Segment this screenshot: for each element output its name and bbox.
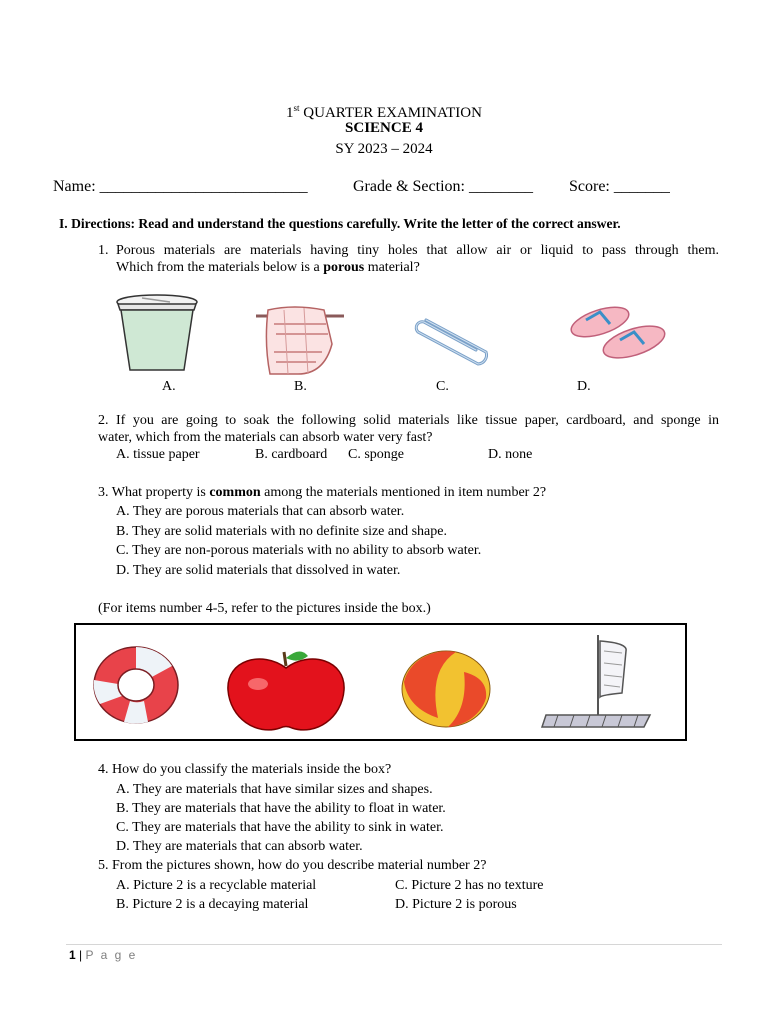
q3-choice-d: D. They are solid materials that dissolved in water. [116, 563, 401, 578]
page-number: 1 [69, 948, 76, 962]
q1-porous-bold: porous [323, 260, 365, 275]
q4-stem: 4. How do you classify the materials inside the box? [98, 762, 392, 777]
q1-choice-b: B. [294, 379, 307, 394]
grade-label: Grade & Section: [353, 178, 465, 195]
q1-line2-pre: Which from the materials below is a [116, 260, 324, 275]
footer-divider [66, 944, 722, 945]
grade-blank[interactable]: ________ [468, 178, 533, 195]
page-footer [69, 948, 137, 962]
q5-choice-d: D. Picture 2 is porous [395, 897, 517, 912]
q3-common-bold: common [209, 485, 261, 500]
grade-section-field[interactable] [353, 179, 533, 195]
q3-stem-post: among the materials mentioned in item number 2? [260, 485, 547, 500]
q4-choice-a: A. They are materials that have similar sizes and shapes. [116, 782, 433, 797]
q4-choice-c: C. They are materials that have the ability to sink in water. [116, 820, 444, 835]
q1-choice-c: C. [436, 379, 449, 394]
q1-number: 1. [98, 243, 109, 258]
name-field[interactable] [53, 179, 308, 195]
beach-ball-icon [398, 648, 494, 730]
paperclip-icon [406, 312, 496, 368]
footer-separator: | [75, 948, 86, 962]
q3-choice-c: C. They are non-porous materials with no ability to absorb water. [116, 543, 482, 558]
q5-choice-b: B. Picture 2 is a decaying material [116, 897, 309, 912]
name-label: Name: [53, 178, 96, 195]
subject-title: SCIENCE 4 [345, 120, 423, 136]
school-year: SY 2023 – 2024 [335, 141, 433, 157]
box-note: (For items number 4-5, refer to the pictures inside the box.) [98, 601, 431, 616]
score-blank[interactable]: _______ [613, 178, 670, 195]
score-label: Score: [569, 178, 610, 195]
score-field[interactable] [569, 179, 670, 195]
q1-choice-a: A. [162, 379, 176, 394]
exam-ordinal: 1 [286, 105, 294, 121]
raft-icon [538, 631, 658, 735]
page-word: P a g e [85, 948, 138, 962]
directions: I. Directions: Read and understand the questions carefully. Write the letter of the correct answer. [59, 216, 621, 231]
q5-choice-c: C. Picture 2 has no texture [395, 878, 544, 893]
q2-choice-a: A. tissue paper [116, 447, 200, 462]
life-buoy-icon [88, 640, 184, 730]
q4-choice-d: D. They are materials that can absorb water. [116, 839, 363, 854]
q1-line1: Porous materials are materials having tiny holes that allow air or liquid to pass through them. [116, 243, 719, 258]
q3-choice-b: B. They are solid materials with no definite size and shape. [116, 524, 447, 539]
q3-stem [98, 485, 546, 501]
q1-choice-d: D. [577, 379, 591, 394]
q3-stem-pre: 3. What property is [98, 485, 210, 500]
slippers-icon [566, 302, 670, 364]
towel-icon [254, 304, 346, 376]
exam-ordinal-suffix: st [293, 103, 300, 113]
name-blank[interactable]: __________________________ [99, 178, 308, 195]
q5-stem: 5. From the pictures shown, how do you describe material number 2? [98, 858, 487, 873]
q4-choice-b: B. They are materials that have the ability to float in water. [116, 801, 446, 816]
q2-line1: 2. If you are going to soak the following solid materials like tissue paper, cardboard, and sponge in [98, 413, 719, 428]
q1-line2 [116, 260, 420, 276]
q5-choice-a: A. Picture 2 is a recyclable material [116, 878, 317, 893]
apple-icon [222, 646, 350, 736]
exam-title [0, 100, 768, 121]
exam-title-text: QUARTER EXAMINATION [303, 105, 482, 121]
q3-choice-a: A. They are porous materials that can absorb water. [116, 504, 405, 519]
q2-line2: water, which from the materials can absorb water very fast? [98, 430, 433, 445]
q2-choice-b: B. cardboard [255, 447, 328, 462]
q2-choice-d: D. none [488, 447, 533, 462]
q2-choice-c: C. sponge [348, 447, 404, 462]
q1-line2-post: material? [364, 260, 420, 275]
paper-cup-icon [112, 292, 202, 374]
